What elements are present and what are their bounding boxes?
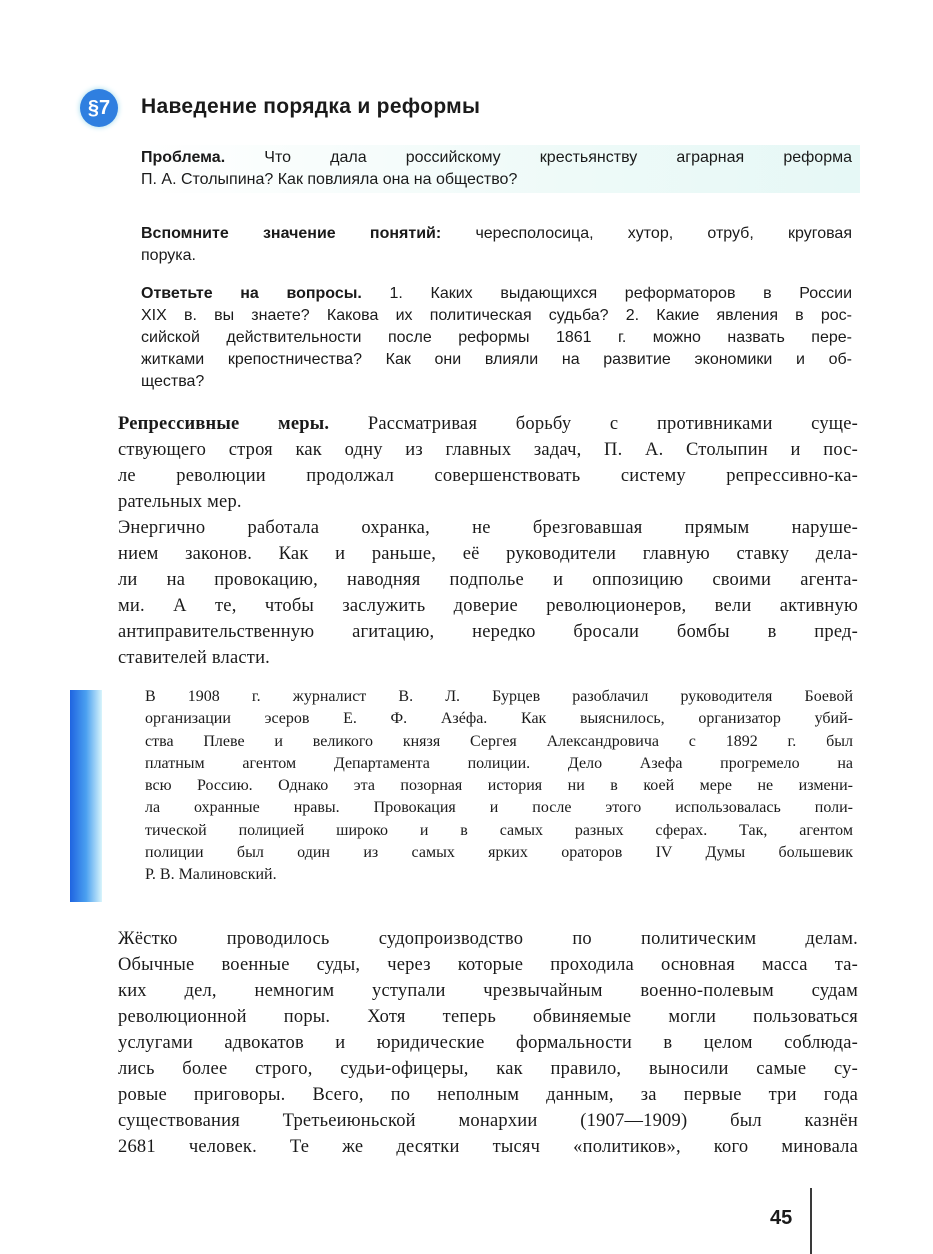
paragraph-text: Энергично работала охранка, не брезговавшая прямым наруше- [118, 518, 858, 538]
paragraph-line: ствующего строя как одну из главных задач, П. А. Столыпин и пос- [118, 440, 858, 460]
paragraph-heading: Репрессивные меры. [118, 414, 330, 434]
recall-text: чересполосица, хутор, отруб, круговая [475, 225, 852, 242]
paragraph-line: ми. А те, чтобы заслужить доверие революционеров, вели активную [118, 596, 858, 616]
azef-box [145, 686, 853, 887]
box-line: всю Россию. Однако эта позорная история ни в коей мере не измени- [145, 777, 853, 795]
questions-line: сийской действительности после реформы 1861 г. можно назвать пере- [141, 329, 852, 346]
paragraph-line: ли на провокацию, наводняя подполье и оппозицию своими агента- [118, 570, 858, 590]
paragraph-line: ких дел, немногим уступали чрезвычайным военно-полевым судам [118, 981, 858, 1001]
paragraph-line: 2681 человек. Те же десятки тысяч «политиков», кого миновала [118, 1137, 858, 1157]
paragraph-line: существования Третьеиюньской монархии (1907—1909) был казнён [118, 1111, 858, 1131]
paragraph-text: Рассматривая борьбу с противниками суще- [367, 414, 859, 434]
box-line: полиции был один из самых ярких ораторов IV Думы большевик [145, 844, 853, 862]
questions-line: XIX в. вы знаете? Какова их политическая судьба? 2. Какие явления в рос- [141, 307, 852, 324]
section-title: Наведение порядка и реформы [141, 95, 481, 118]
recall-line: порука. [141, 247, 196, 264]
page-divider [810, 1188, 812, 1254]
paragraph-line [118, 411, 858, 437]
paragraph-line: антиправительственную агитацию, нередко бросали бомбы в пред- [118, 622, 858, 642]
paragraph-line: ле революции продолжал совершенствовать систему репрессивно-ка- [118, 466, 858, 486]
box-line: платным агентом Департамента полиции. Дело Азефа прогремело на [145, 754, 853, 772]
questions-line: щества? [141, 373, 205, 390]
paragraph-line: революционной поры. Хотя теперь обвиняемые могли пользоваться [118, 1007, 858, 1027]
paragraph-line: Обычные военные суды, через которые проходила основная масса та- [118, 955, 858, 975]
recall-line [141, 223, 852, 245]
questions-line [141, 283, 852, 305]
page-number: 45 [770, 1207, 793, 1229]
questions-label: Ответьте на вопросы. [141, 285, 362, 302]
paragraph-line: ровые приговоры. Всего, по неполным данным, за первые три года [118, 1085, 858, 1105]
sidebar-accent-bar [70, 690, 102, 902]
paragraph-line: рательных мер. [118, 492, 242, 512]
paragraph-line: услугами адвокатов и юридические формальности в целом соблюда- [118, 1033, 858, 1053]
questions-block [141, 283, 852, 393]
box-line: организации эсеров Е. Ф. Азéфа. Как выяснилось, организатор убий- [145, 710, 853, 728]
questions-line: житками крепостничества? Как они влияли на развитие экономики и об- [141, 351, 852, 368]
paragraph-line: лись более строго, судьи-офицеры, как правило, выносили самые су- [118, 1059, 858, 1079]
paragraph-trials [118, 926, 858, 1160]
paragraph-line [118, 515, 858, 541]
problem-block [141, 147, 852, 191]
box-line: Р. В. Малиновский. [145, 866, 277, 884]
paragraph-line: Жёстко проводилось судопроизводство по политическим делам. [118, 929, 858, 949]
paragraph-repressive [118, 411, 858, 671]
recall-block [141, 223, 852, 267]
questions-text: 1. Каких выдающихся реформаторов в России [389, 285, 853, 302]
paragraph-line: ставителей власти. [118, 648, 270, 668]
recall-label: Вспомните значение понятий: [141, 225, 442, 242]
problem-line: П. А. Столыпина? Как повлияла она на общество? [141, 171, 518, 188]
problem-text: Что дала российскому крестьянству аграрная реформа [264, 149, 852, 166]
problem-label: Проблема. [141, 149, 226, 166]
problem-line [141, 147, 852, 169]
section-badge: §7 [80, 89, 118, 127]
box-line: В 1908 г. журналист В. Л. Бурцев разоблачил руководителя Боевой [145, 688, 853, 705]
box-line: ла охранные нравы. Провокация и после этого использовалась поли- [145, 799, 853, 817]
paragraph-line: нием законов. Как и раньше, её руководители главную ставку дела- [118, 544, 858, 564]
box-line: тической полицией широко и в самых разных сферах. Так, агентом [145, 821, 853, 839]
box-line: ства Плеве и великого князя Сергея Александровича с 1892 г. был [145, 732, 853, 750]
